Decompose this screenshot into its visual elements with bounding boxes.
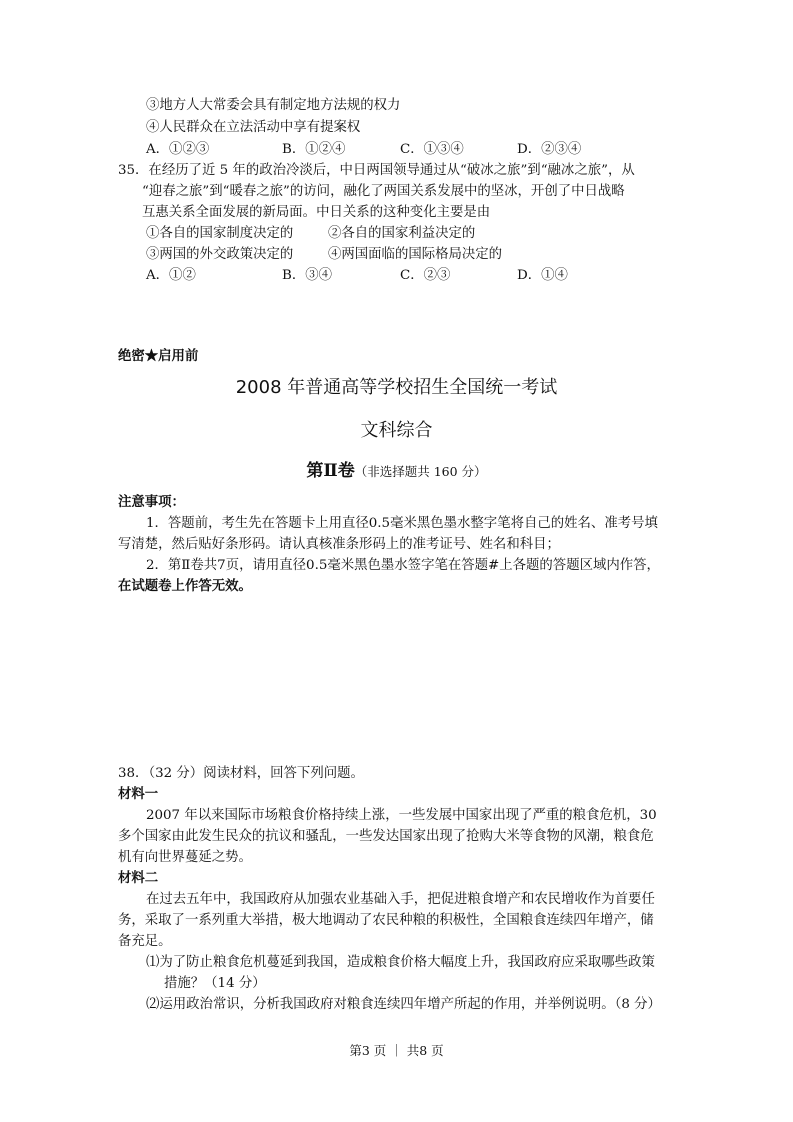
q34-option-a: A．①②③ [146, 142, 210, 157]
q35-option-c: C．②③ [400, 268, 451, 283]
q38-stem: 38．（32 分）阅读材料，回答下列问题。 [118, 766, 364, 781]
q38-material-1-title: 材料一 [118, 786, 159, 802]
q34-option-b: B．①②④ [282, 142, 346, 157]
q35-options [146, 265, 568, 286]
q34-item-4: ④人民群众在立法活动中享有提案权 [146, 120, 361, 135]
q35-option-d: D．①④ [517, 268, 568, 283]
q35-stem-line-3: 互惠关系全面发展的新局面。中日关系的这种变化主要是由 [142, 205, 491, 220]
q35-option-a: A．①② [146, 268, 196, 283]
q38-material-2-line-3: 备充足。 [118, 934, 172, 949]
volume-label: 第Ⅱ卷 [306, 461, 355, 481]
q35-item-2: ②各自的国家利益决定的 [328, 226, 476, 241]
q34-options [146, 139, 581, 160]
q38-material-2-title: 材料二 [118, 870, 159, 886]
q35-option-b: B．③④ [282, 268, 333, 283]
exam-title: 2008 年普通高等学校招生全国统一考试 [235, 377, 558, 398]
q38-subquestion-2: ⑵运用政治常识，分析我国政府对粮食连续四年增产所起的作用，并举例说明。（8 分） [146, 997, 661, 1012]
q38-material-2-line-2: 务，采取了一系列重大举措，极大地调动了农民种粮的积极性，全国粮食连续四年增产，储 [118, 913, 654, 928]
q35-stem-line-2: “迎春之旅”到“暖春之旅”的访问，融化了两国关系发展中的坚冰，开创了中日战略 [142, 184, 625, 199]
subject-title: 文科综合 [360, 420, 433, 441]
q38-material-2-line-1: 在过去五年中，我国政府从加强农业基础入手，把促进粮食增产和农民增收作为首要任 [146, 892, 655, 907]
q34-option-d: D．②③④ [517, 142, 582, 157]
q38-material-1-line-3: 机有向世界蔓延之势。 [118, 850, 252, 865]
volume-heading [0, 459, 793, 485]
secret-label: 绝密★启用前 [118, 348, 199, 364]
q38-material-1-line-1: 2007 年以来国际市场粮食价格持续上涨，一些发展中国家出现了严重的粮食危机，30 [146, 808, 657, 823]
notes-heading: 注意事项： [118, 494, 185, 510]
note-1-line-1: 1．答题前，考生先在答题卡上用直径0.5毫米黑色墨水整字笔将自己的姓名、准考号填 [146, 516, 658, 531]
q38-subquestion-1-line-1: ⑴为了防止粮食危机蔓延到我国，造成粮食价格大幅度上升，我国政府应采取哪些政策 [146, 955, 655, 970]
note-2-line-2: 在试题卷上作答无效。 [118, 578, 252, 594]
q35-stem-line-1: 35．在经历了近 5 年的政治冷淡后，中日两国领导通过从“破冰之旅”到“融冰之旅”，从 [118, 163, 635, 178]
q35-items-row-1 [146, 223, 475, 244]
q35-items-row-2 [146, 244, 502, 265]
q34-option-c: C．①③④ [400, 142, 464, 157]
q38-material-1-line-2: 多个国家由此发生民众的抗议和骚乱，一些发达国家出现了抢购大米等食物的风潮，粮食危 [118, 829, 654, 844]
q35-item-1: ①各自的国家制度决定的 [146, 226, 294, 241]
volume-note: （非选择题共 160 分） [354, 464, 487, 479]
note-2-line-1: 2．第Ⅱ卷共7页，请用直径0.5毫米黑色墨水签字笔在答题#上各题的答题区域内作答， [146, 558, 660, 573]
q38-subquestion-1-line-2: 措施？（14 分） [164, 976, 266, 991]
q35-item-3: ③两国的外交政策决定的 [146, 247, 294, 262]
page-footer: 第3 页 ｜ 共8 页 [349, 1043, 444, 1058]
q35-item-4: ④两国面临的国际格局决定的 [328, 247, 503, 262]
note-1-line-2: 写清楚，然后贴好条形码。请认真核准条形码上的准考证号、姓名和科目； [118, 537, 560, 552]
q34-item-3: ③地方人大常委会具有制定地方法规的权力 [146, 98, 401, 113]
